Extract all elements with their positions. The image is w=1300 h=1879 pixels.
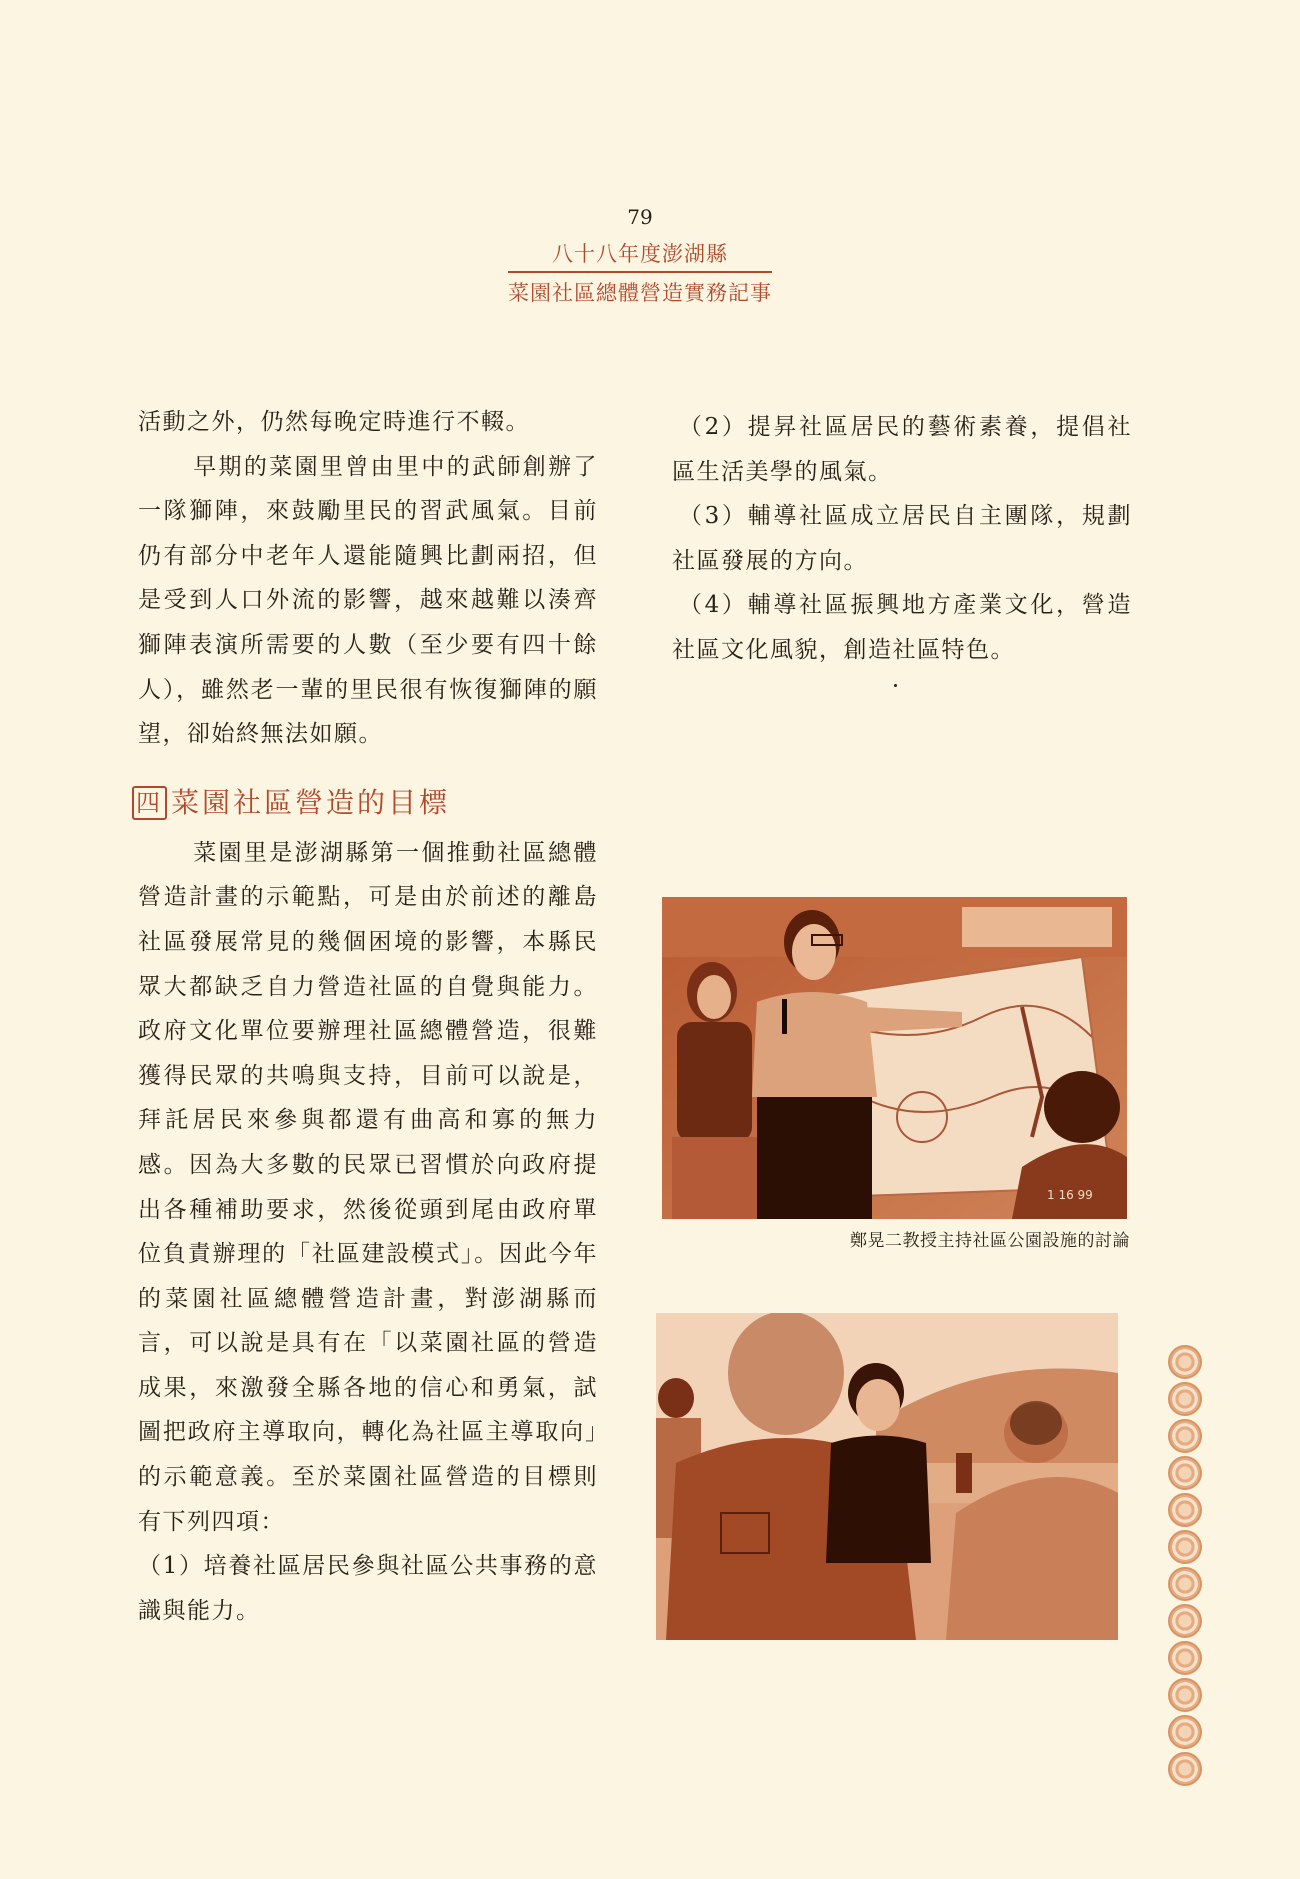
- ornament-medallion-icon: [1168, 1382, 1202, 1416]
- ornament-medallion-icon: [1168, 1530, 1202, 1564]
- right-column: [672, 405, 1132, 673]
- photo-timestamp: 1 16 99: [1047, 1188, 1093, 1202]
- stray-dot: [894, 684, 897, 687]
- ornament-medallion-icon: [1168, 1456, 1202, 1490]
- ornament-medallion-icon: [1168, 1715, 1202, 1749]
- goal-item-4: （4）輔導社區振興地方產業文化，營造社區文化風貌，創造社區特色。: [672, 592, 1132, 663]
- section-title: 菜園社區營造的目標: [171, 785, 451, 819]
- page-number: 79: [627, 205, 653, 229]
- ornament-medallion-icon: [1168, 1493, 1202, 1527]
- photo-caption: 鄭晃二教授主持社區公園設施的討論: [850, 1231, 1130, 1251]
- paragraph-continued: 活動之外，仍然每晚定時進行不輟。: [138, 409, 530, 435]
- photo-discussion: [662, 897, 1127, 1219]
- ornament-medallion-icon: [1168, 1752, 1202, 1786]
- goal-item-2: （2）提昇社區居民的藝術素養，提倡社區生活美學的風氣。: [672, 414, 1132, 485]
- left-column: [138, 400, 598, 1633]
- paragraph-lion-dance: 早期的菜園里曾由里中的武師創辦了一隊獅陣，來鼓勵里民的習武風氣。目前仍有部分中老年人還能隨興比劃兩招，但是受到人口外流的影響，越來越難以湊齊獅陣表演所需要的人數（至少要有四十餘人），雖然老一輩的里民很有恢復獅陣的願望，卻始終無法如願。: [138, 453, 598, 748]
- ornament-medallion-icon: [1168, 1419, 1202, 1453]
- goal-item-1: （1）培養社區居民參與社區公共事務的意識與能力。: [138, 1553, 598, 1624]
- ornament-medallion-icon: [1168, 1604, 1202, 1638]
- ornament-medallion-icon: [1168, 1641, 1202, 1675]
- photo-outdoor: [656, 1313, 1118, 1640]
- header-subtitle: 八十八年度澎湖縣: [552, 242, 728, 266]
- header-divider: [508, 271, 772, 273]
- running-header: [500, 238, 780, 307]
- ornament-medallion-icon: [1168, 1567, 1202, 1601]
- goal-item-3: （3）輔導社區成立居民自主團隊，規劃社區發展的方向。: [672, 503, 1132, 574]
- header-title: 菜園社區總體營造實務記事: [508, 281, 772, 305]
- paragraph-goals: 菜園里是澎湖縣第一個推動社區總體營造計畫的示範點，可是由於前述的離島社區發展常見的幾個困境的影響，本縣民眾大都缺乏自力營造社區的自覺與能力。政府文化單位要辦理社區總體營造，很難獲得民眾的共鳴與支持，目前可以說是，拜託居民來參與都還有曲高和寡的無力感。因為大多數的民眾已習慣於向政府提出各種補助要求，然後從頭到尾由政府單位負責辦理的「社區建設模式」。因此今年的菜園社區總體營造計畫，對澎湖縣而言，可以說是具有在「以菜園社區的營造成果，來激發全縣各地的信心和勇氣，試圖把政府主導取向，轉化為社區主導取向」的示範意義。至於菜園社區營造的目標則有下列四項：: [138, 839, 598, 1535]
- ornament-medallion-icon: [1168, 1345, 1202, 1379]
- ornament-medallion-icon: [1168, 1678, 1202, 1712]
- section-number: 四: [132, 786, 167, 820]
- section-heading: [132, 783, 598, 823]
- ornament-column: [1166, 1345, 1204, 1789]
